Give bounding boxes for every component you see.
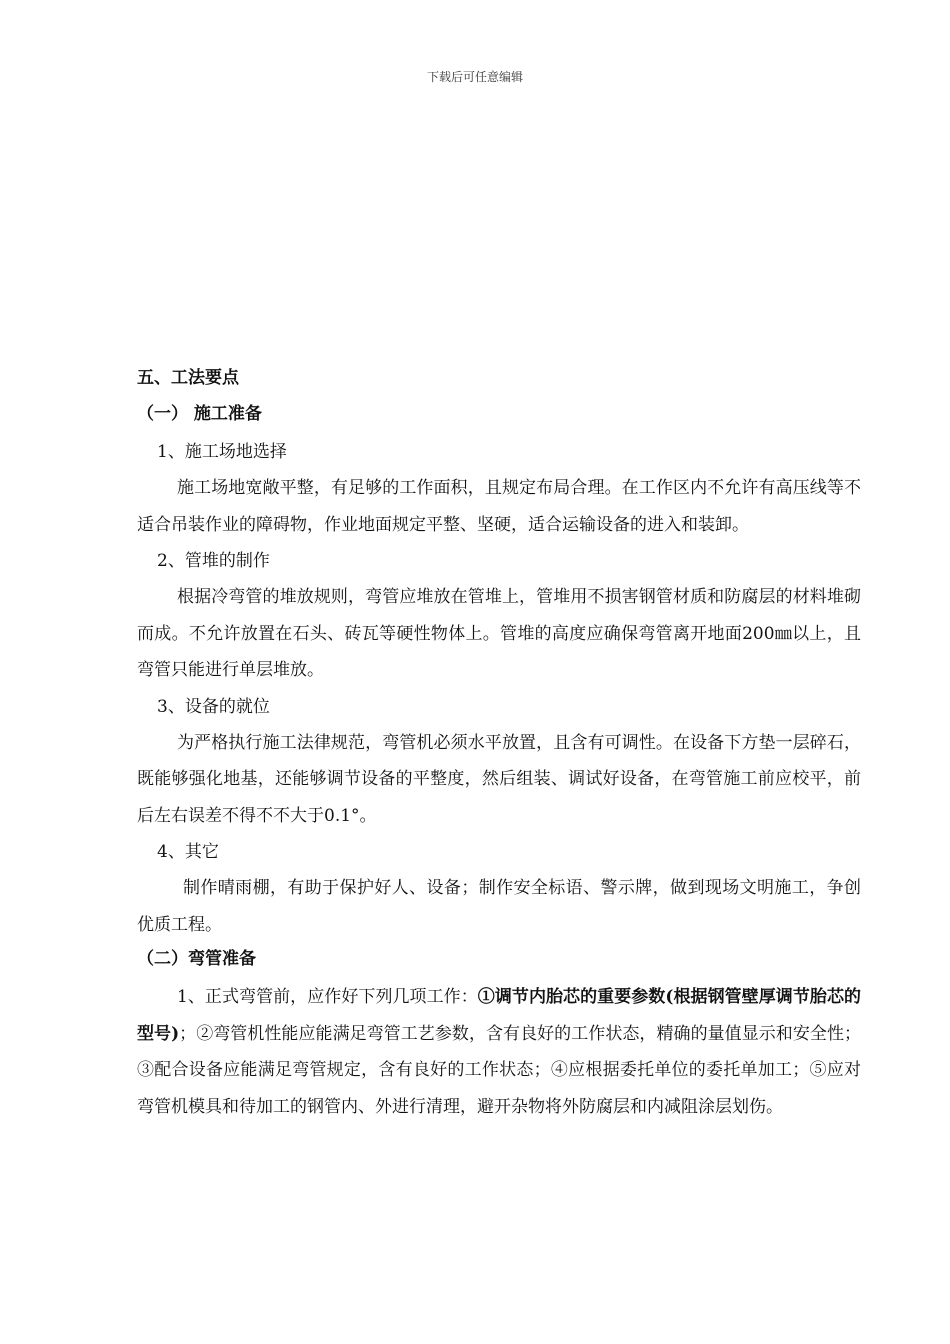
subsection-title-2: （二）弯管准备 (137, 949, 256, 969)
document-body (137, 362, 861, 1125)
item-paragraph-3: 为严格执行施工法律规范，弯管机必须水平放置，且含有可调性。在设备下方垫一层碎石，既能够强化地基，还能够调节设备的平整度，然后组装、调试好设备，在弯管施工前应校平，前后左右误差不得不不大于0.1°。 (137, 732, 861, 826)
bending-prep-prefix: 1、正式弯管前，应作好下列几项工作： (177, 987, 478, 1007)
subsection-title-1: （一） 施工准备 (137, 404, 262, 424)
page-header: 下载后可任意编辑 (426, 70, 523, 84)
item-label-4: 4、其它 (157, 842, 219, 862)
bending-prep-rest: ；②弯管机性能应能满足弯管工艺参数，含有良好的工作状态，精确的量值显示和安全性；③配合设备应能满足弯管规定，含有良好的工作状态；④应根据委托单位的委托单加工；⑤应对弯管机模具和待加工的钢管内、外进行清理，避开杂物将外防腐层和内减阻涂层划伤。 (137, 1023, 861, 1117)
item-label-1: 1、施工场地选择 (157, 442, 287, 462)
bending-prep-paragraph (137, 979, 861, 1125)
item-paragraph-2: 根据冷弯管的堆放规则，弯管应堆放在管堆上，管堆用不损害钢管材质和防腐层的材料堆砌而成。不允许放置在石头、砖瓦等硬性物体上。管堆的高度应确保弯管离开地面200㎜以上，且弯管只能进行单层堆放。 (137, 587, 861, 680)
item-paragraph-4: 制作晴雨棚，有助于保护好人、设备；制作安全标语、警示牌，做到现场文明施工，争创优质工程。 (137, 878, 861, 935)
item-paragraph-1: 施工场地宽敞平整，有足够的工作面积，且规定布局合理。在工作区内不允许有高压线等不适合吊装作业的障碍物，作业地面规定平整、坚硬，适合运输设备的进入和装卸。 (137, 478, 861, 535)
section-title: 五、工法要点 (137, 368, 239, 388)
item-label-2: 2、管堆的制作 (157, 551, 270, 571)
item-label-3: 3、设备的就位 (157, 696, 270, 717)
bending-prep-bold: ①调节内胎芯的重要参数(根据钢管壁厚调节胎芯的型号) (137, 987, 861, 1044)
